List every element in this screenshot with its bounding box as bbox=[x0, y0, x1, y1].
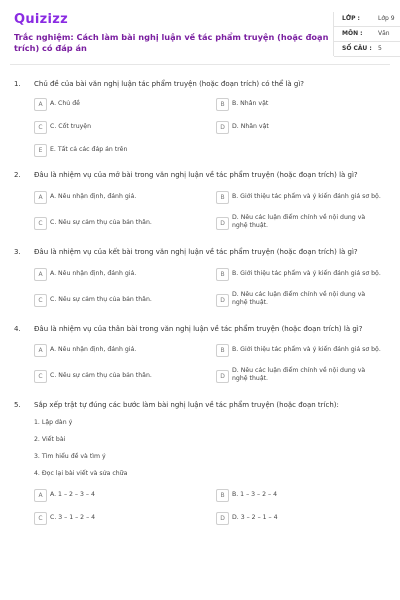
option-text: C. Cốt truyện bbox=[50, 123, 92, 130]
option-letter: C bbox=[34, 217, 47, 230]
question-text: Đâu là nhiệm vụ của thân bài trong văn nghị luận về tác phẩm truyện (hoặc đoạn trích) là gì? bbox=[34, 325, 363, 333]
meta-box bbox=[333, 12, 400, 56]
question-text: Chủ đề của bài văn nghị luận tác phẩm truyện (hoặc đoạn trích) có thể là gì? bbox=[34, 80, 304, 88]
meta-value: 5 bbox=[378, 45, 382, 52]
option-text: D. Nêu các luận điểm chính về nội dung và nghệ thuật. bbox=[232, 367, 366, 382]
option-letter: B bbox=[216, 268, 229, 281]
option-letter: D bbox=[216, 217, 229, 230]
meta-key: SỐ CÂU : bbox=[342, 45, 372, 52]
option-text: A. Nêu nhận định, đánh giá. bbox=[50, 193, 137, 200]
meta-value: Lớp 9 bbox=[378, 15, 395, 22]
question-number: 5. bbox=[14, 401, 21, 409]
option-letter: C bbox=[34, 294, 47, 307]
worksheet-header bbox=[14, 12, 395, 56]
option-text: C. Nêu sự cảm thụ của bản thân. bbox=[50, 296, 152, 303]
option-text: A. Nêu nhận định, đánh giá. bbox=[50, 270, 137, 277]
option-text: B. Giới thiệu tác phẩm và ý kiến đánh giá sơ bộ. bbox=[232, 270, 381, 277]
option-letter: A bbox=[34, 191, 47, 204]
option-text: B. Giới thiệu tác phẩm và ý kiến đánh giá sơ bộ. bbox=[232, 193, 381, 200]
option-text: A. Chủ đề bbox=[50, 100, 80, 107]
question-text: Đâu là nhiệm vụ của mở bài trong văn nghị luận về tác phẩm truyện (hoặc đoạn trích) là gì? bbox=[34, 171, 358, 179]
question-text: Đâu là nhiệm vụ của kết bài trong văn nghị luận về tác phẩm truyện (hoặc đoạn trích) là gì? bbox=[34, 248, 358, 256]
worksheet-title: Trắc nghiệm: Cách làm bài nghị luận về tác phẩm truyện (hoặc đoạn trích) có đáp án bbox=[14, 32, 329, 53]
question-number: 2. bbox=[14, 171, 21, 179]
option-letter: B bbox=[216, 98, 229, 111]
option-letter: D bbox=[216, 512, 229, 525]
step-item: 3. Tìm hiểu đề và tìm ý bbox=[34, 453, 106, 460]
option-text: C. Nêu sự cảm thụ của bản thân. bbox=[50, 372, 152, 379]
option-text: D. 3 – 2 – 1 – 4 bbox=[232, 514, 278, 521]
meta-row-subject bbox=[334, 27, 400, 42]
option-letter: C bbox=[34, 512, 47, 525]
option-text: D. Nêu các luận điểm chính về nội dung và nghệ thuật. bbox=[232, 291, 366, 306]
question-number: 1. bbox=[14, 80, 21, 88]
option-text: C. 3 – 1 – 2 – 4 bbox=[50, 514, 96, 521]
meta-row-count bbox=[334, 42, 400, 57]
option-letter: B bbox=[216, 344, 229, 357]
header-divider bbox=[10, 64, 390, 65]
question-number: 3. bbox=[14, 248, 21, 256]
option-text: D. Nêu các luận điểm chính về nội dung và nghệ thuật. bbox=[232, 214, 366, 229]
option-text: B. Nhân vật bbox=[232, 100, 269, 107]
step-item: 4. Đọc lại bài viết và sửa chữa bbox=[34, 470, 128, 477]
option-text: A. 1 – 2 – 3 – 4 bbox=[50, 491, 95, 498]
option-letter: C bbox=[34, 370, 47, 383]
step-item: 1. Lập dàn ý bbox=[34, 419, 73, 426]
question-number: 4. bbox=[14, 325, 21, 333]
option-letter: A bbox=[34, 268, 47, 281]
option-text: C. Nêu sự cảm thụ của bản thân. bbox=[50, 219, 152, 226]
option-letter: E bbox=[34, 144, 47, 157]
option-text: D. Nhân vật bbox=[232, 123, 269, 130]
option-letter: D bbox=[216, 370, 229, 383]
option-text: B. Giới thiệu tác phẩm và ý kiến đánh giá sơ bộ. bbox=[232, 346, 381, 353]
option-letter: A bbox=[34, 98, 47, 111]
meta-row-class bbox=[334, 12, 400, 27]
option-letter: A bbox=[34, 344, 47, 357]
option-letter: C bbox=[34, 121, 47, 134]
question-text: Sắp xếp trật tự đúng các bước làm bài nghị luận về tác phẩm truyện (hoặc đoạn trích): bbox=[34, 401, 339, 409]
option-letter: A bbox=[34, 489, 47, 502]
meta-key: LỚP : bbox=[342, 15, 360, 22]
meta-value: Văn bbox=[378, 30, 390, 37]
step-item: 2. Viết bài bbox=[34, 436, 66, 443]
quizizz-logo: Quizizz bbox=[14, 12, 69, 27]
meta-key: MÔN : bbox=[342, 30, 363, 37]
option-letter: D bbox=[216, 294, 229, 307]
option-text: A. Nêu nhận định, đánh giá. bbox=[50, 346, 137, 353]
option-text: B. 1 – 3 – 2 – 4 bbox=[232, 491, 278, 498]
option-letter: D bbox=[216, 121, 229, 134]
option-text: E. Tất cả các đáp án trên bbox=[50, 146, 128, 153]
option-letter: B bbox=[216, 489, 229, 502]
option-letter: B bbox=[216, 191, 229, 204]
